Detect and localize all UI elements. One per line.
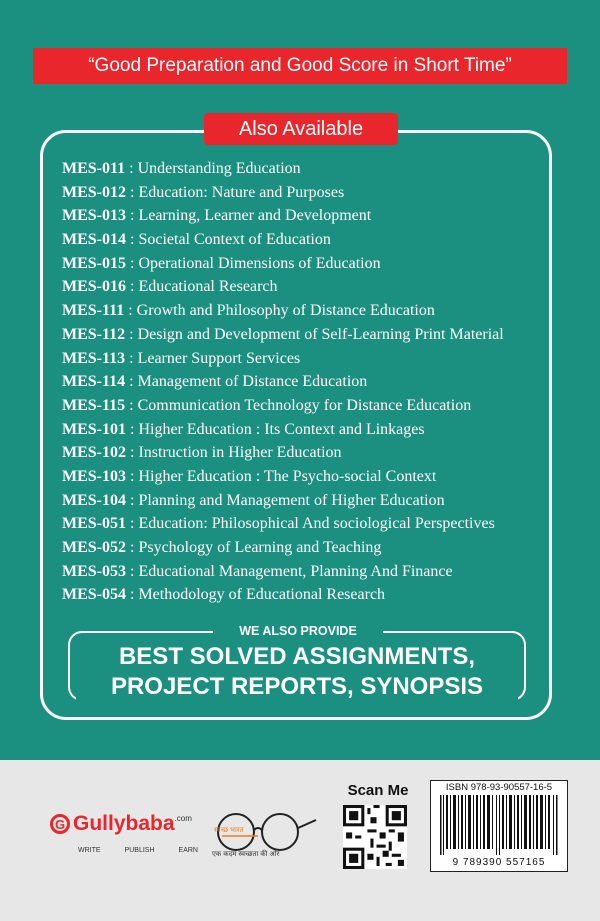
course-title: : Design and Development of Self-Learning Print Material bbox=[125, 325, 504, 343]
course-code: MES-011 bbox=[62, 160, 126, 177]
course-title: : Education: Nature and Purposes bbox=[126, 183, 345, 201]
barcode-number: 9 789390 557165 bbox=[452, 857, 546, 868]
course-code: MES-015 bbox=[62, 254, 126, 272]
tagline-banner: “Good Preparation and Good Score in Short Time” bbox=[33, 48, 567, 84]
course-code: MES-104 bbox=[62, 491, 126, 509]
course-code: MES-113 bbox=[62, 349, 126, 367]
course-title: : Educational Research bbox=[126, 278, 278, 296]
g-logo-icon: G bbox=[50, 814, 70, 834]
course-title: : Higher Education : Its Context and Linkages bbox=[126, 420, 425, 438]
we-also-provide-box bbox=[68, 621, 526, 701]
provide-line-2: PROJECT REPORTS, SYNOPSIS bbox=[76, 673, 518, 701]
course-item bbox=[62, 252, 562, 276]
course-title: : Societal Context of Education bbox=[126, 231, 331, 249]
swachh-label: स्वच्छ भारत bbox=[214, 827, 244, 834]
course-code: MES-114 bbox=[62, 373, 126, 391]
course-item bbox=[62, 560, 562, 584]
publisher-suffix: .com bbox=[174, 814, 192, 823]
course-title: : Higher Education : The Psycho-social Context bbox=[126, 467, 437, 485]
course-code: MES-013 bbox=[62, 207, 126, 225]
course-item bbox=[62, 536, 562, 560]
course-item bbox=[62, 228, 562, 252]
publisher-slogans bbox=[78, 847, 198, 854]
course-title: : Growth and Philosophy of Distance Education bbox=[124, 302, 435, 320]
isbn-label: ISBN 978-93-90557-16-5 bbox=[445, 782, 553, 793]
slogan-publish: PUBLISH bbox=[124, 847, 155, 854]
course-item bbox=[62, 347, 562, 371]
course-code: MES-102 bbox=[62, 444, 126, 462]
course-code: MES-101 bbox=[62, 420, 126, 438]
course-code: MES-115 bbox=[62, 396, 126, 414]
course-item bbox=[62, 157, 562, 181]
course-code: MES-016 bbox=[62, 278, 126, 296]
swachh-tagline: एक कदम स्वच्छता की ओर bbox=[212, 851, 280, 858]
also-available-heading: Also Available bbox=[204, 113, 398, 145]
publisher-name: Gullybaba bbox=[73, 812, 175, 835]
scan-me-label: Scan Me bbox=[347, 782, 409, 799]
course-code: MES-112 bbox=[62, 325, 126, 343]
course-title: : Operational Dimensions of Education bbox=[126, 254, 381, 272]
course-item bbox=[62, 418, 562, 442]
course-item bbox=[62, 512, 562, 536]
provide-heading: WE ALSO PROVIDE bbox=[213, 621, 383, 641]
course-item bbox=[62, 394, 562, 418]
course-code: MES-012 bbox=[62, 183, 126, 201]
course-item bbox=[62, 441, 562, 465]
course-item bbox=[62, 323, 562, 347]
course-code: MES-052 bbox=[62, 539, 126, 556]
course-code: MES-051 bbox=[62, 515, 126, 533]
course-title: : Methodology of Educational Research bbox=[126, 586, 386, 604]
course-item bbox=[62, 370, 562, 394]
qr-code-icon bbox=[343, 805, 407, 869]
provide-line-1: BEST SOLVED ASSIGNMENTS, bbox=[76, 643, 518, 671]
course-item bbox=[62, 204, 562, 228]
course-code: MES-103 bbox=[62, 467, 126, 485]
course-title: : Educational Management, Planning And Finance bbox=[126, 562, 453, 580]
course-code: MES-053 bbox=[62, 562, 126, 580]
course-title: : Understanding Education bbox=[125, 160, 301, 177]
course-item bbox=[62, 299, 562, 323]
course-title: : Planning and Management of Higher Education bbox=[126, 491, 445, 509]
course-item bbox=[62, 489, 562, 513]
course-title: : Instruction in Higher Education bbox=[126, 444, 342, 462]
course-item bbox=[62, 465, 562, 489]
slogan-earn: EARN bbox=[178, 847, 198, 854]
course-item bbox=[62, 275, 562, 299]
course-code: MES-054 bbox=[62, 586, 126, 604]
course-title: : Psychology of Learning and Teaching bbox=[126, 539, 382, 556]
course-list bbox=[62, 157, 562, 607]
course-title: : Learner Support Services bbox=[125, 349, 301, 367]
course-title: : Education: Philosophical And sociological Perspectives bbox=[126, 515, 495, 533]
barcode-icon bbox=[438, 795, 560, 855]
gullybaba-logo bbox=[50, 812, 192, 836]
course-code: MES-014 bbox=[62, 231, 126, 249]
course-item bbox=[62, 583, 562, 607]
course-title: : Management of Distance Education bbox=[125, 373, 368, 391]
course-item bbox=[62, 181, 562, 205]
course-code: MES-111 bbox=[62, 302, 125, 320]
course-title: : Learning, Learner and Development bbox=[126, 207, 372, 225]
course-title: : Communication Technology for Distance Education bbox=[125, 396, 472, 414]
slogan-write: WRITE bbox=[78, 847, 101, 854]
